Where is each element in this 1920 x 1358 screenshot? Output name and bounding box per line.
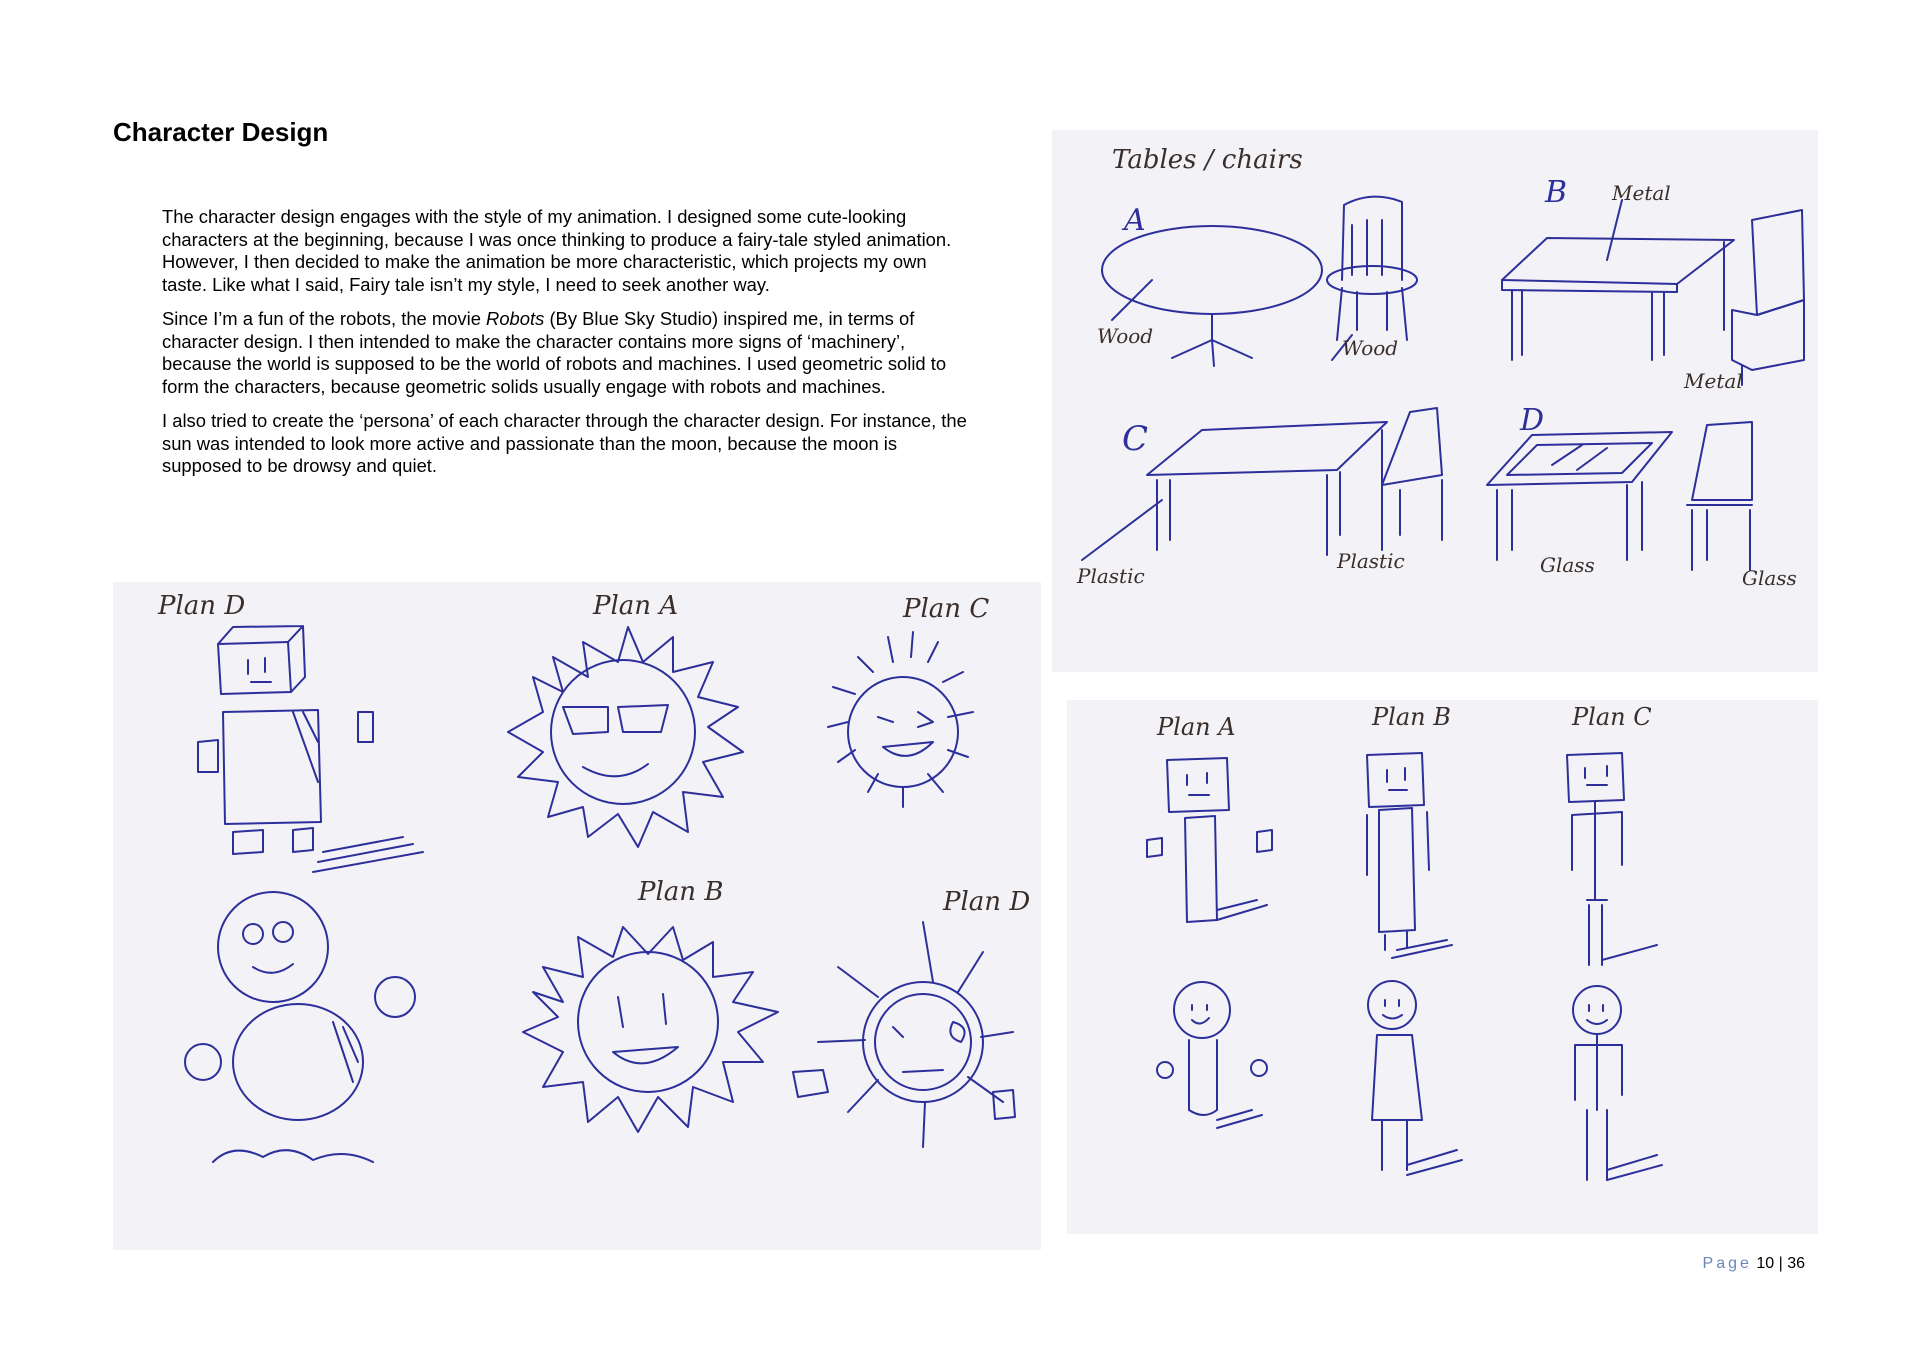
material-metal-2: Metal [1684, 369, 1743, 393]
sun-plan-d-sketch [793, 922, 1015, 1147]
label-robot-plan-b: Plan B [1372, 703, 1451, 731]
robot-plan-c-sketch [1567, 753, 1662, 1180]
label-plan-a: Plan A [593, 591, 679, 621]
table-d-sketch [1487, 422, 1752, 570]
paragraph-2-end: (By Blue Sky Studio) inspired me, in terms of character design. I then intended to make the character contains more signs of ‘machinery’, because the world is supposed to be the world of robots and machines. I used geometric solid to form the characters, because geometric solids usually engage with robots and machines. [162, 308, 947, 397]
paragraph-2 [162, 308, 972, 398]
furniture-sketch-drawing [1052, 130, 1818, 672]
label-robot-plan-a: Plan A [1157, 713, 1236, 741]
robot-plans-sketch-drawing [1067, 700, 1818, 1234]
label-plan-c: Plan C [903, 594, 990, 624]
box-robot-sketch [198, 626, 423, 872]
paragraph-3: I also tried to create the ‘persona’ of each character through the character design. For instance, the sun was intended to look more active and passionate than the moon, because the moon is supposed to be drowsy and quiet. [162, 410, 967, 476]
table-b-sketch [1502, 200, 1804, 385]
label-plan-d-bottom: Plan D [943, 887, 1031, 917]
material-wood-1: Wood [1097, 324, 1154, 348]
material-glass-2: Glass [1742, 566, 1797, 590]
page-word: Page [1702, 1255, 1752, 1272]
page-number: 10 [1756, 1255, 1775, 1272]
material-metal-1: Metal [1612, 181, 1671, 205]
page-heading: Character Design [113, 117, 329, 147]
furniture-sketch [1052, 130, 1818, 672]
label-d: D [1520, 403, 1545, 438]
material-plastic-2: Plastic [1337, 549, 1405, 573]
movie-title: Robots [486, 308, 545, 329]
material-plastic-1: Plastic [1077, 564, 1145, 588]
label-robot-plan-c: Plan C [1572, 703, 1652, 731]
sun-moon-sketch [113, 582, 1041, 1250]
robot-plan-b-sketch [1367, 753, 1462, 1175]
label-c: C [1122, 419, 1149, 459]
paragraph-1: The character design engages with the style of my animation. I designed some cute-looking characters at the beginning, because I was once thinking to produce a fairy-tale styled animation. However, I then decided to make the animation be more characteristic, which projects my own taste. Like what I said, Fairy tale isn’t my style, I need to seek another way. [162, 206, 952, 295]
label-b: B [1545, 175, 1568, 210]
body-text [162, 206, 972, 490]
paragraph-2-start: Since I’m a fun of the robots, the movie [162, 308, 487, 329]
label-a: A [1124, 203, 1146, 238]
sun-plan-a-sketch [508, 627, 743, 847]
material-glass-1: Glass [1540, 553, 1595, 577]
robot-plan-a-sketch [1147, 758, 1272, 1128]
sun-plan-c-sketch [828, 632, 973, 807]
page-total: 36 [1787, 1255, 1805, 1272]
moon-sketch [185, 892, 415, 1162]
page-separator: | [1778, 1255, 1783, 1272]
page-footer [1703, 1255, 1805, 1273]
material-wood-2: Wood [1342, 336, 1399, 360]
sun-plan-b-sketch [523, 927, 778, 1132]
label-plan-d-top: Plan D [158, 591, 246, 621]
sun-moon-sketch-drawing [113, 582, 1041, 1250]
robot-plans-sketch [1067, 700, 1818, 1234]
furniture-title: Tables / chairs [1112, 145, 1303, 175]
label-plan-b: Plan B [638, 877, 724, 907]
